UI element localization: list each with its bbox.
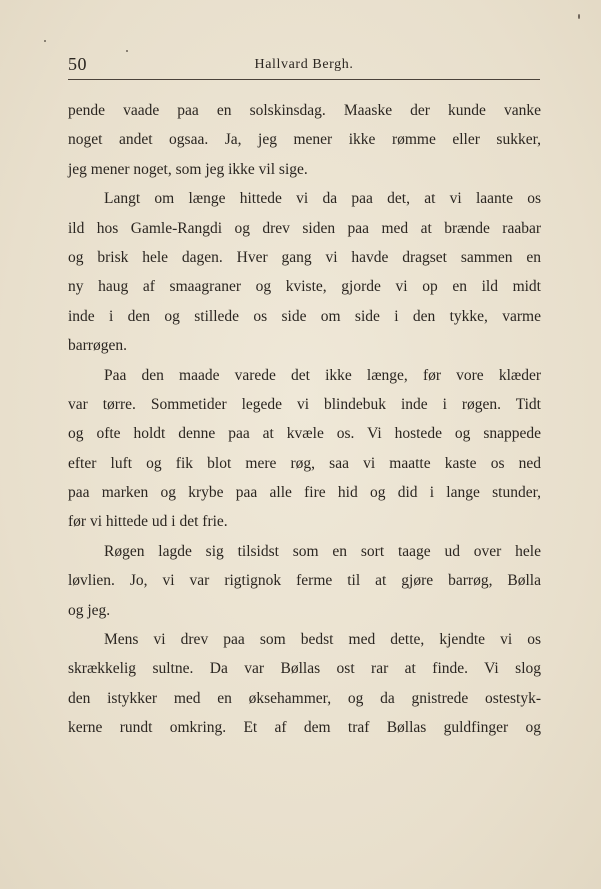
text-line: var tørre. Sommetider legede vi blindebuk inde i røgen. Tidt [68,395,541,413]
text-line: før vi hittede ud i det frie. [68,513,228,531]
text-line: Røgen lagde sig tilsidst som en sort taage ud over hele [104,542,541,560]
text-line: ild hos Gamle-Rangdi og drev siden paa med at brænde raabar [68,219,541,237]
text-line: og jeg. [68,601,111,619]
text-line: noget andet ogsaa. Ja, jeg mener ikke rømme eller sukker, [68,131,541,149]
text-line: kerne rundt omkring. Et af dem traf Bøllas guldfinger og [68,719,541,737]
page-body-text [68,96,541,743]
text-line: efter luft og fik blot mere røg, saa vi maatte kaste os ned [68,454,541,472]
page-number: 50 [68,54,87,74]
text-line: Paa den maade varede det ikke længe, før vore klæder [104,366,541,384]
text-line: barrøgen. [68,337,127,355]
running-title: Hallvard Bergh. [254,57,354,72]
text-line: paa marken og krybe paa alle fire hid og did i lange stunder, [68,484,541,502]
text-line: den istykker med en øksehammer, og da gnistrede ostestyk- [68,689,541,707]
paper-speck [578,14,580,19]
text-line: løvlien. Jo, vi var rigtignok ferme til at gjøre barrøg, Bølla [68,572,541,590]
paper-speck [126,50,128,52]
page-header [68,50,540,80]
text-line: og brisk hele dagen. Hver gang vi havde dragset sammen en [68,248,541,266]
text-line: inde i den og stillede os side om side i den tykke, varme [68,307,541,325]
text-line: ny haug af smaagraner og kviste, gjorde vi op en ild midt [68,278,541,296]
text-line: Langt om længe hittede vi da paa det, at vi laante os [104,190,541,208]
text-line: pende vaade paa en solskinsdag. Maaske der kunde vanke [68,102,541,119]
text-line: Mens vi drev paa som bedst med dette, kjendte vi os [104,631,541,649]
text-line: og ofte holdt denne paa at kvæle os. Vi hostede og snappede [68,425,541,443]
text-line: jeg mener noget, som jeg ikke vil sige. [68,160,308,178]
text-line: skrækkelig sultne. Da var Bøllas ost rar at finde. Vi slog [68,660,541,678]
paper-speck [44,40,46,42]
